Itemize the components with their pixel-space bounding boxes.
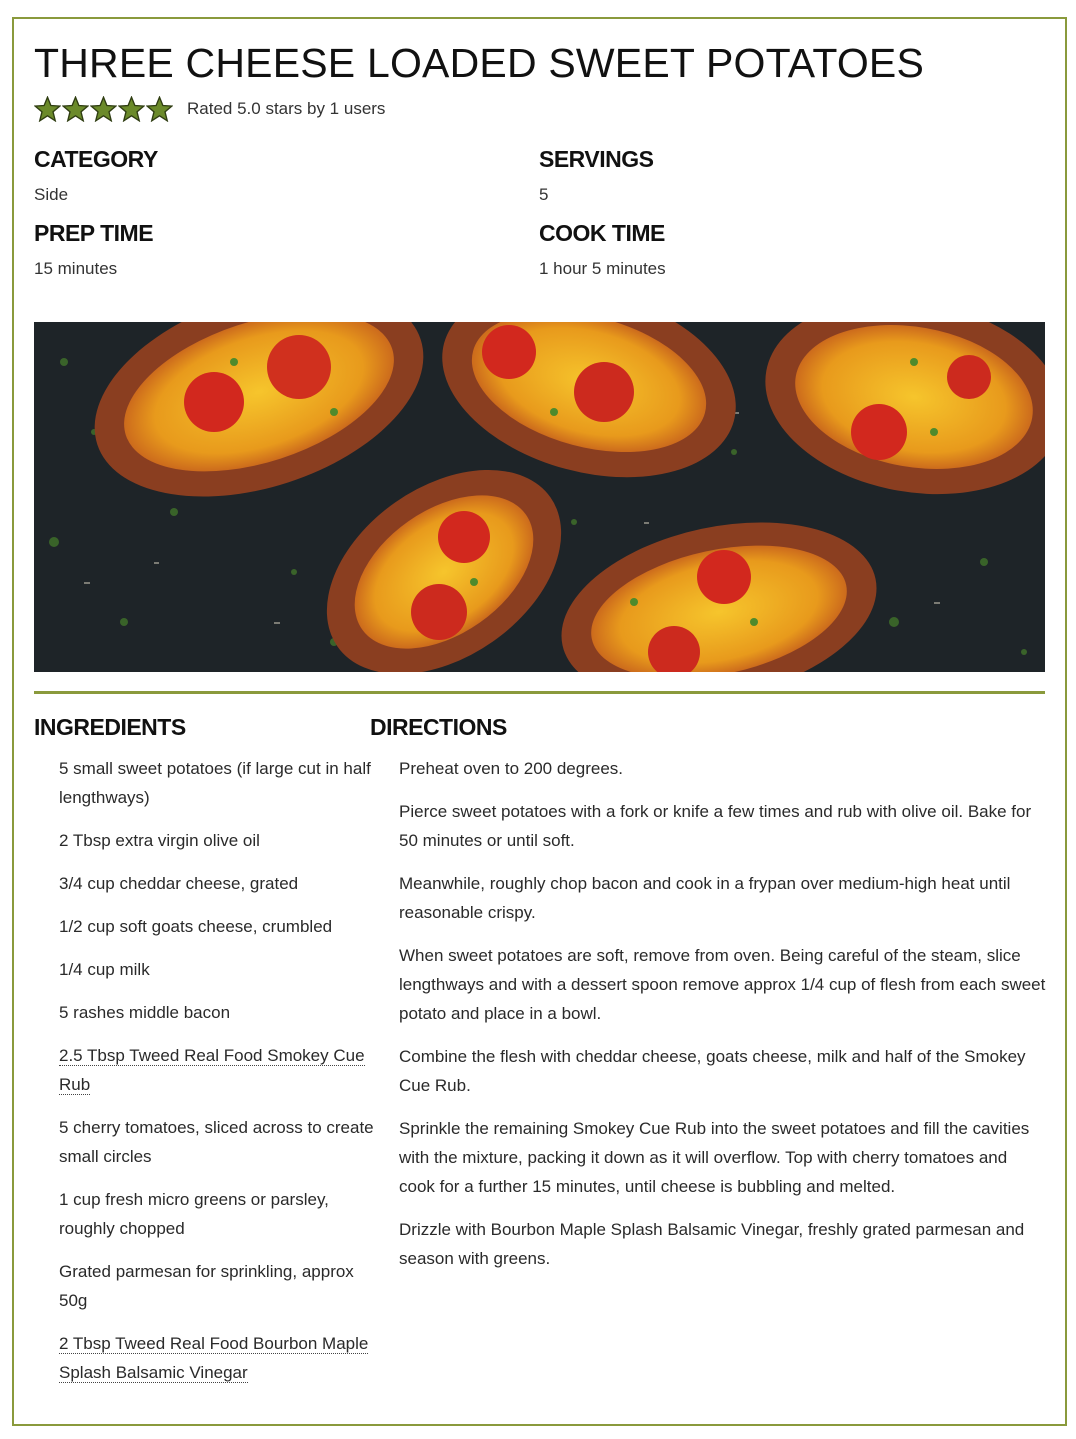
direction-step: Sprinkle the remaining Smokey Cue Rub into the sweet potatoes and fill the cavities with the mixture, packing it down as it will overflow. Top with cherry tomatoes and cook for a further 15 minutes, until cheese is bubbling and melted. [399, 1119, 1030, 1196]
directions-list [399, 754, 1047, 1287]
ingredient-item: 1/2 cup soft goats cheese, crumbled [59, 917, 333, 936]
servings-value: 5 [539, 185, 549, 204]
meta-category [34, 146, 158, 205]
star-icon[interactable] [90, 96, 117, 122]
star-icon[interactable] [146, 96, 173, 122]
ingredient-item: 5 rashes middle bacon [59, 1003, 231, 1022]
star-icon[interactable] [62, 96, 89, 122]
recipe-photo [34, 322, 1045, 672]
ingredient-item: 1/4 cup milk [59, 960, 150, 979]
cook-time-label: COOK TIME [539, 220, 665, 246]
star-rating[interactable] [34, 96, 174, 122]
ingredient-item: 3/4 cup cheddar cheese, grated [59, 874, 299, 893]
ingredient-item: 2 Tbsp extra virgin olive oil [59, 831, 260, 850]
star-icon[interactable] [118, 96, 145, 122]
ingredient-item: 5 small sweet potatoes (if large cut in half lengthways) [59, 759, 371, 807]
meta-prep-time [34, 220, 153, 279]
rating [34, 96, 385, 122]
ingredient-item: Grated parmesan for sprinkling, approx 50g [59, 1262, 354, 1310]
direction-step: Pierce sweet potatoes with a fork or knife a few times and rub with olive oil. Bake for 50 minutes or until soft. [399, 802, 1032, 850]
ingredient-link[interactable]: 2 Tbsp Tweed Real Food Bourbon Maple Splash Balsamic Vinegar [59, 1334, 369, 1382]
star-icon[interactable] [34, 96, 61, 122]
rating-text: Rated 5.0 stars by 1 users [187, 99, 386, 118]
category-label: CATEGORY [34, 146, 158, 172]
directions-heading: DIRECTIONS [370, 714, 507, 740]
direction-step: Drizzle with Bourbon Maple Splash Balsamic Vinegar, freshly grated parmesan and season with greens. [399, 1220, 1025, 1268]
category-value: Side [34, 185, 69, 204]
ingredient-item: 1 cup fresh micro greens or parsley, roughly chopped [59, 1190, 329, 1238]
direction-step: When sweet potatoes are soft, remove from oven. Being careful of the steam, slice lengthways and with a dessert spoon remove approx 1/4 cup of flesh from each sweet potato and place in a bowl. [399, 946, 1046, 1023]
ingredient-link[interactable]: 2.5 Tbsp Tweed Real Food Smokey Cue Rub [59, 1046, 365, 1094]
direction-step: Preheat oven to 200 degrees. [399, 759, 623, 778]
cook-time-value: 1 hour 5 minutes [539, 259, 666, 278]
prep-time-label: PREP TIME [34, 220, 154, 246]
ingredient-item: 5 cherry tomatoes, sliced across to create small circles [59, 1118, 374, 1166]
recipe-title: THREE CHEESE LOADED SWEET POTATOES [34, 40, 925, 86]
servings-label: SERVINGS [539, 146, 654, 172]
ingredients-heading: INGREDIENTS [34, 714, 186, 740]
ingredient-item[interactable] [59, 1329, 374, 1387]
sweet-potatoes-image [34, 322, 1045, 672]
ingredient-item[interactable] [59, 1041, 374, 1099]
section-divider [34, 691, 1045, 694]
prep-time-value: 15 minutes [34, 259, 118, 278]
direction-step: Meanwhile, roughly chop bacon and cook in a frypan over medium-high heat until reasonable crispy. [399, 874, 1011, 922]
meta-servings [539, 146, 653, 205]
direction-step: Combine the flesh with cheddar cheese, goats cheese, milk and half of the Smokey Cue Rub. [399, 1047, 1026, 1095]
ingredients-list [59, 754, 374, 1401]
meta-cook-time [539, 220, 666, 279]
